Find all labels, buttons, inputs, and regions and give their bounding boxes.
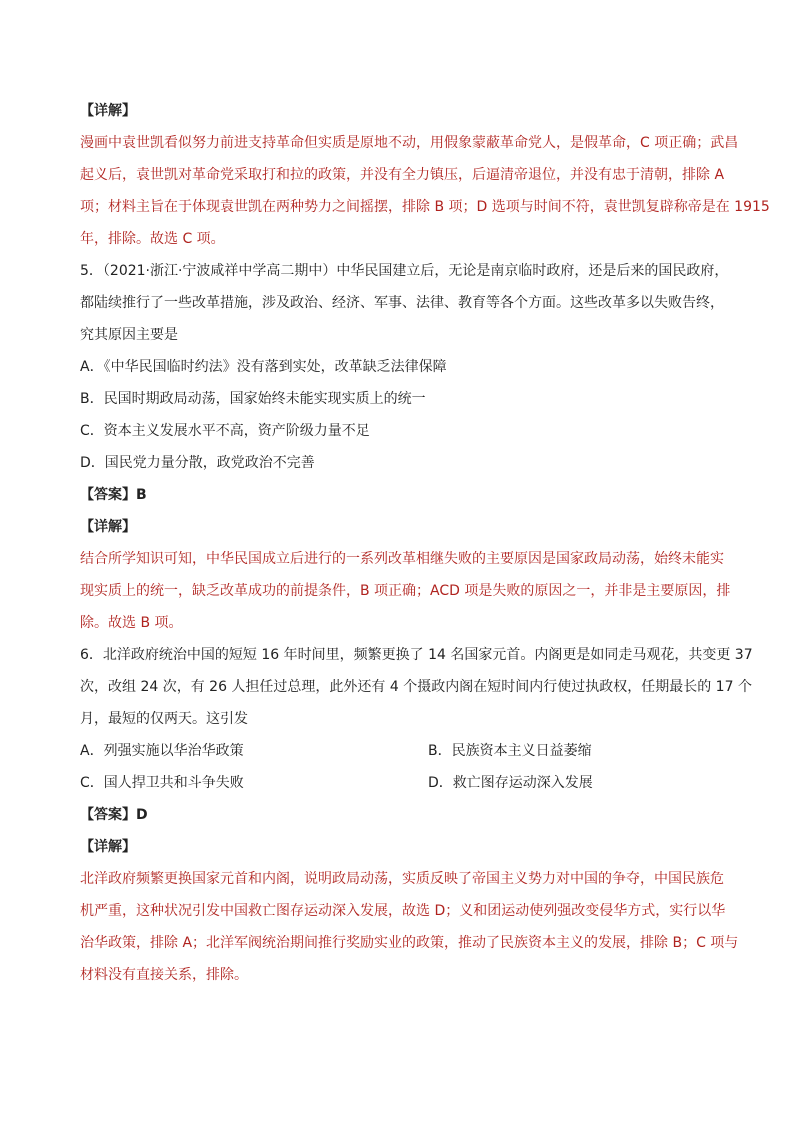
q5-detail-label: 【详解】 [80, 519, 136, 535]
q6-stem-line-3: 月，最短的仅两天。这引发 [80, 711, 248, 727]
q4-detail-line-3: 项；材料主旨在于体现袁世凯在两种势力之间摇摆，排除 B 项；D 选项与时间不符，袁世凯复辟称帝是在 1915 [80, 199, 770, 215]
q6-options-row-1 [80, 741, 720, 761]
q6-detail-line-2: 机严重，这种状况引发中国救亡图存运动深入发展，故选 D；义和团运动使列强改变侵华方式，实行以华 [80, 903, 726, 919]
q6-stem-line-1: 6．北洋政府统治中国的短短 16 年时间里，频繁更换了 14 名国家元首。内阁更是如同走马观花，共变更 37 [80, 647, 753, 663]
q5-detail-line-3: 除。故选 B 项。 [80, 615, 183, 631]
q5-detail-line-1: 结合所学知识可知，中华民国成立后进行的一系列改革相继失败的主要原因是国家政局动荡，始终未能实 [80, 551, 724, 567]
q5-stem-line-1: 5．（2021·浙江·宁波咸祥中学高二期中）中华民国建立后，无论是南京临时政府，还是后来的国民政府， [80, 263, 729, 279]
q6-answer: 【答案】D [80, 807, 148, 823]
q4-detail-line-4: 年，排除。故选 C 项。 [80, 231, 225, 247]
q4-detail-label: 【详解】 [80, 103, 136, 119]
q4-detail-line-2: 起义后，袁世凯对革命党采取打和拉的政策，并没有全力镇压，后逼清帝退位，并没有忠于清朝，排除 A [80, 167, 725, 183]
q5-detail-line-2: 现实质上的统一，缺乏改革成功的前提条件，B 项正确；ACD 项是失败的原因之一，并非是主要原因，排 [80, 583, 731, 599]
q6-detail-label: 【详解】 [80, 839, 136, 855]
q4-detail-line-1: 漫画中袁世凯看似努力前进支持革命但实质是原地不动，用假象蒙蔽革命党人，是假革命，C 项正确；武昌 [80, 135, 739, 151]
q5-option-c: C．资本主义发展水平不高，资产阶级力量不足 [80, 423, 370, 439]
q6-option-a: A．列强实施以华治华政策 [80, 743, 244, 759]
q5-stem-line-2: 都陆续推行了一些改革措施，涉及政治、经济、军事、法律、教育等各个方面。这些改革多以失败告终， [80, 295, 724, 311]
q5-option-a: A．《中华民国临时约法》没有落到实处，改革缺乏法律保障 [80, 359, 447, 375]
q6-detail-line-4: 材料没有直接关系，排除。 [80, 967, 248, 983]
q6-option-d: D．救亡图存运动深入发展 [428, 775, 593, 791]
q5-option-b: B．民国时期政局动荡，国家始终未能实现实质上的统一 [80, 391, 426, 407]
q6-stem-line-2: 次，改组 24 次，有 26 人担任过总理，此外还有 4 个摄政内阁在短时间内行使过执政权，任期最长的 17 个 [80, 679, 752, 695]
q6-detail-line-3: 治华政策，排除 A；北洋军阀统治期间推行奖励实业的政策，推动了民族资本主义的发展，排除 B；C 项与 [80, 935, 739, 951]
q6-option-c: C．国人捍卫共和斗争失败 [80, 775, 244, 791]
q6-options-row-2 [80, 773, 720, 793]
q5-answer: 【答案】B [80, 487, 147, 503]
q6-option-b: B．民族资本主义日益萎缩 [428, 743, 592, 759]
q6-detail-line-1: 北洋政府频繁更换国家元首和内阁，说明政局动荡，实质反映了帝国主义势力对中国的争夺，中国民族危 [80, 871, 724, 887]
q5-stem-line-3: 究其原因主要是 [80, 327, 178, 343]
q5-option-d: D．国民党力量分散，政党政治不完善 [80, 455, 315, 471]
